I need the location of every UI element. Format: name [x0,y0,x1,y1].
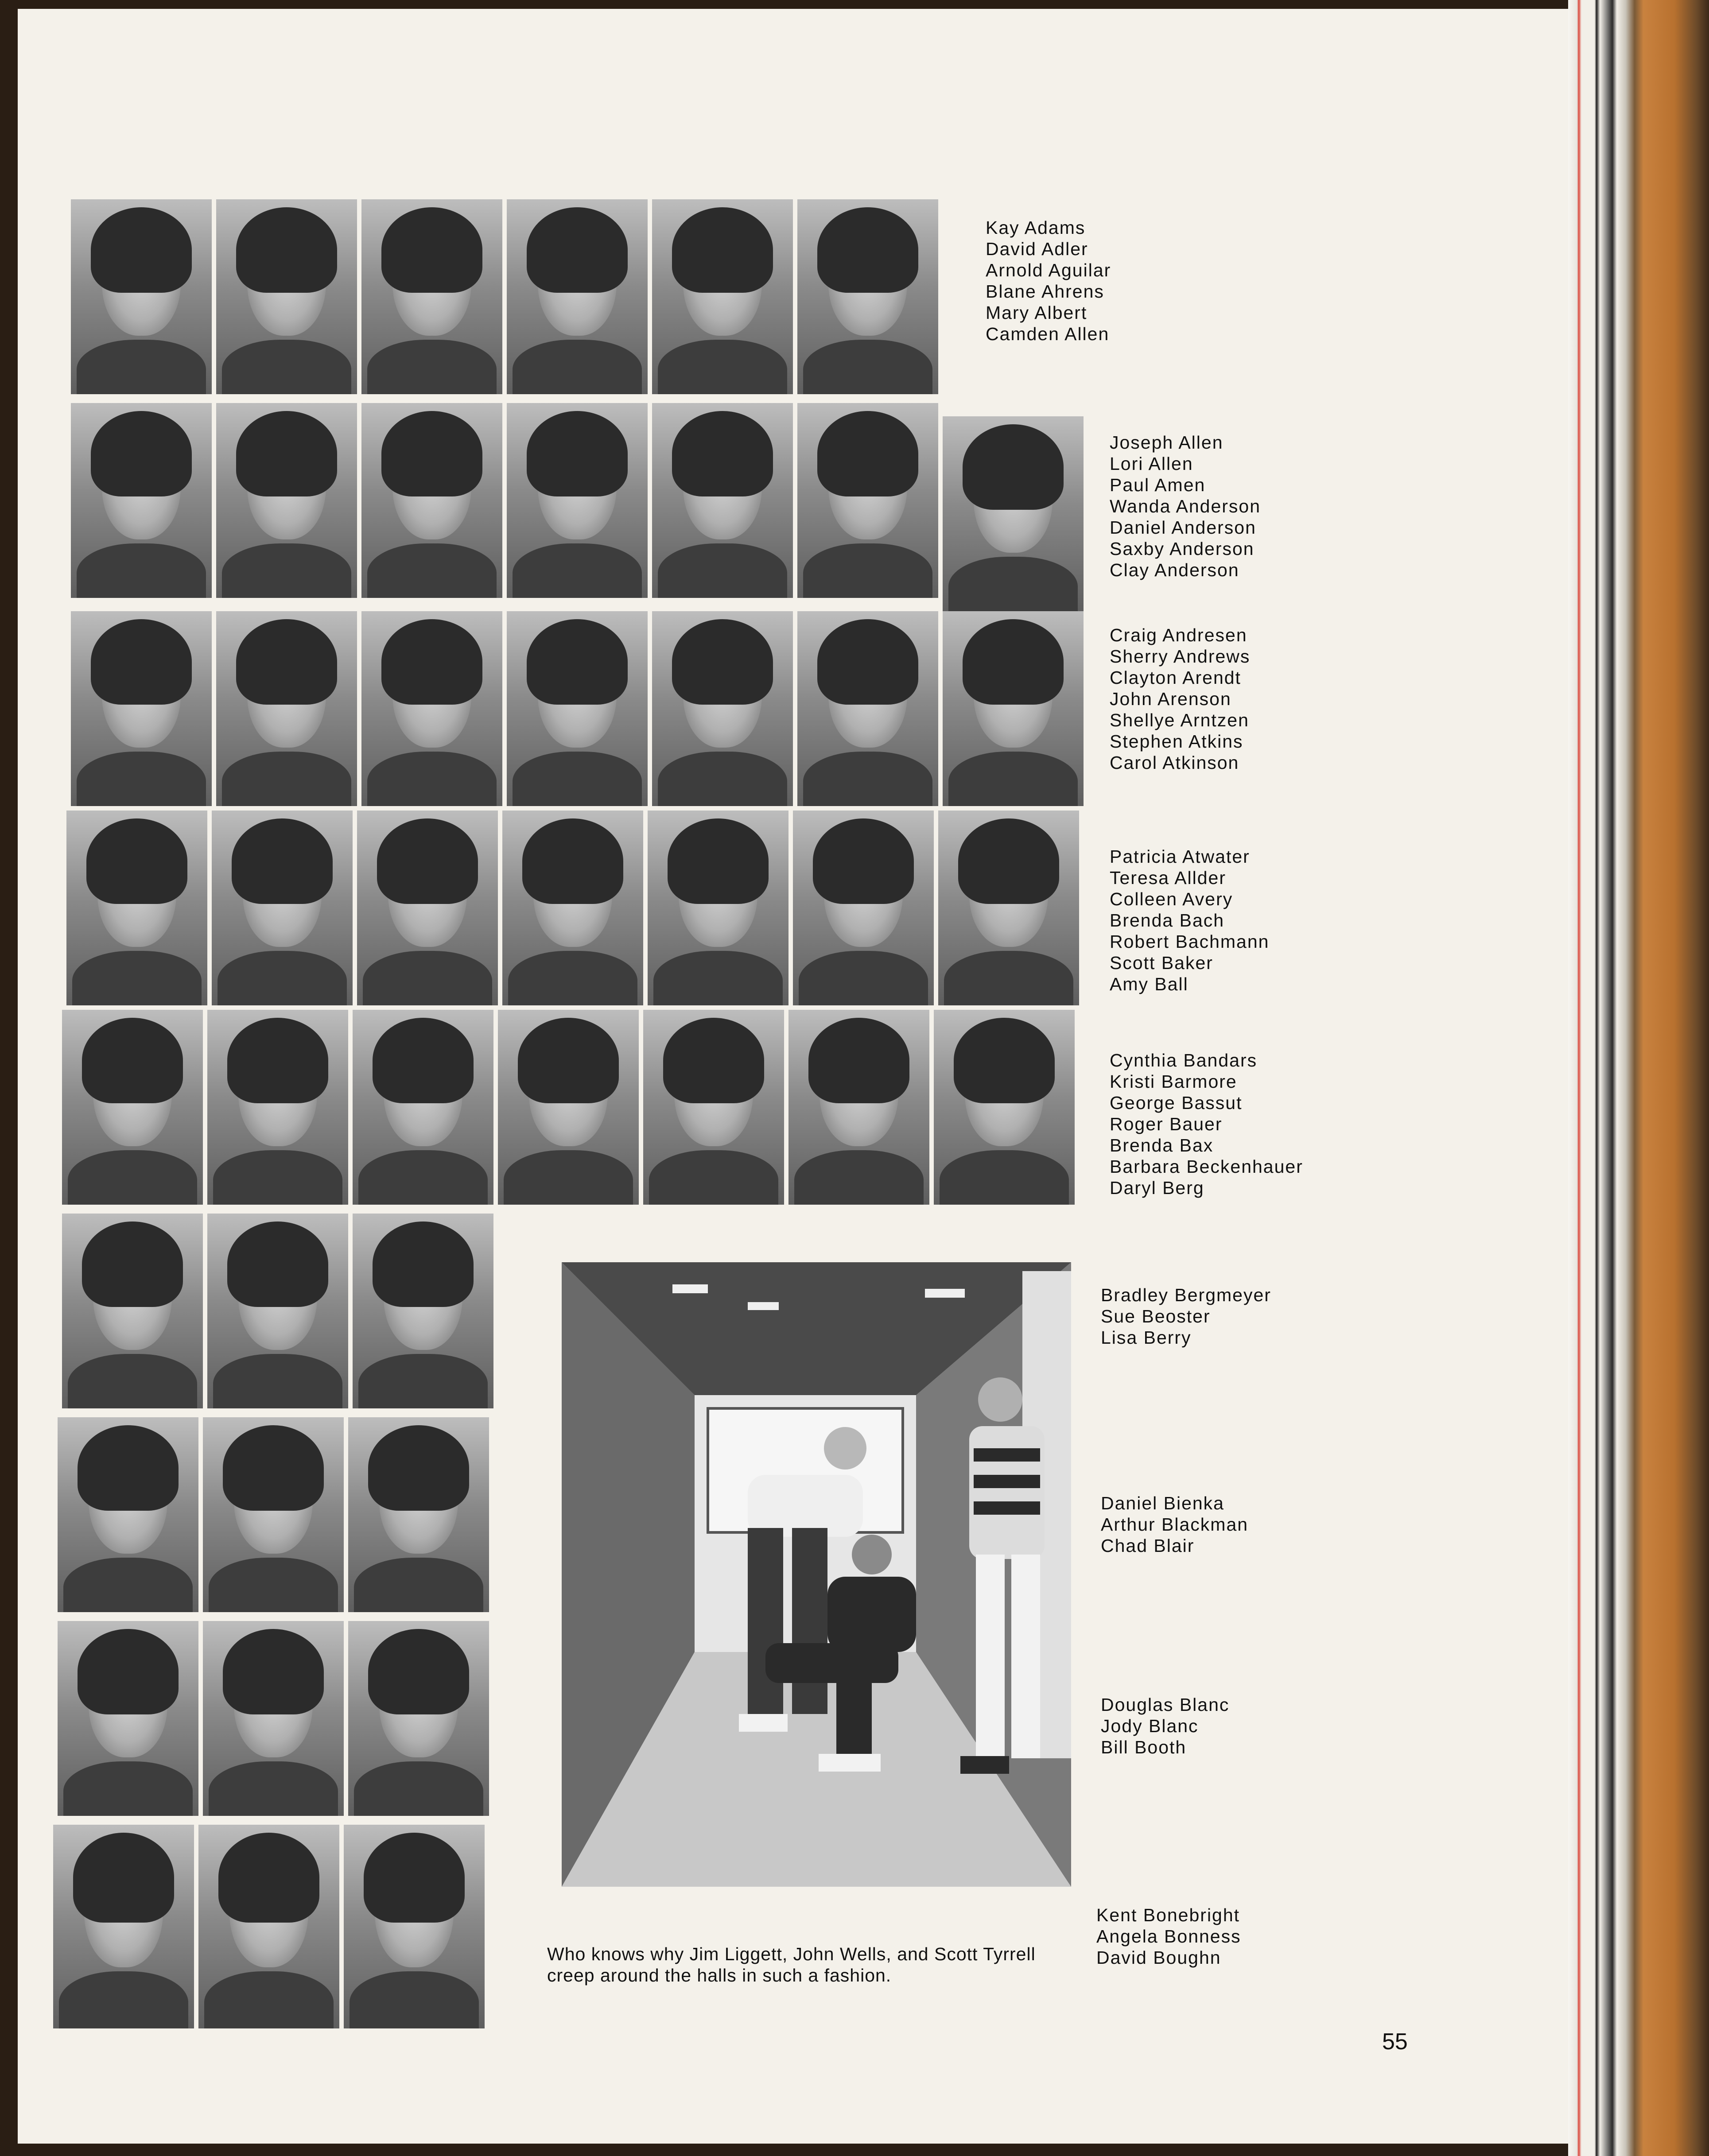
student-name: Daniel Anderson [1110,517,1256,538]
student-photo [198,1825,339,2028]
student-photo [348,1621,489,1816]
student-photo [793,810,934,1005]
name-list-row-2 [1110,432,1261,581]
student-photo [357,810,498,1005]
student-name: Robert Bachmann [1110,931,1270,952]
student-photo [648,810,788,1005]
student-name: Lori Allen [1110,454,1193,474]
student-photo [62,1214,203,1408]
student-photo [507,403,648,598]
student-name: Daniel Bienka [1101,1493,1224,1513]
student-name: Teresa Allder [1110,868,1227,888]
student-photo [643,1010,784,1205]
student-name: Scott Baker [1110,953,1213,973]
student-photo [58,1417,198,1612]
name-list-row-6 [1101,1284,1271,1348]
student-name: Saxby Anderson [1110,539,1255,559]
student-photo [361,199,502,394]
student-name: Clayton Arendt [1110,667,1241,688]
student-photo [62,1010,203,1205]
student-name: Roger Bauer [1110,1114,1223,1134]
student-name: Mary Albert [986,302,1088,323]
student-name: Craig Andresen [1110,625,1247,645]
student-name: Brenda Bach [1110,910,1225,931]
student-photo [498,1010,639,1205]
student-name: Wanda Anderson [1110,496,1261,516]
student-name: Arnold Aguilar [986,260,1111,280]
student-photo [934,1010,1075,1205]
student-photo [353,1010,493,1205]
student-name: Shellye Arntzen [1110,710,1249,730]
student-name: Chad Blair [1101,1536,1195,1556]
student-photo [71,611,212,806]
student-name: Lisa Berry [1101,1327,1192,1348]
name-list-row-8 [1101,1694,1229,1758]
student-photo [797,199,938,394]
page-number: 55 [1382,2029,1408,2055]
student-photo [361,611,502,806]
student-photo [216,611,357,806]
student-name: Kay Adams [986,217,1086,238]
student-photo [361,403,502,598]
student-photo [71,199,212,394]
student-photo [216,199,357,394]
student-photo [353,1214,493,1408]
student-name: Kent Bonebright [1096,1905,1240,1925]
student-name: Paul Amen [1110,475,1206,495]
student-name: Brenda Bax [1110,1135,1214,1156]
student-name: Jody Blanc [1101,1716,1199,1736]
student-photo [788,1010,929,1205]
student-photo [797,403,938,598]
hallway-scene-illustration [562,1262,1071,1887]
student-photo [652,199,793,394]
student-name: Sherry Andrews [1110,646,1251,667]
student-name: David Boughn [1096,1947,1221,1968]
student-photo [203,1621,344,1816]
student-photo [652,403,793,598]
hallway-candid-photo [562,1262,1071,1887]
name-list-row-1 [986,217,1111,345]
student-name: Bradley Bergmeyer [1101,1285,1271,1305]
student-name: Stephen Atkins [1110,731,1243,752]
student-name: Amy Ball [1110,974,1189,994]
student-photo [203,1417,344,1612]
student-photo [797,611,938,806]
student-photo [938,810,1079,1005]
student-name: Cynthia Bandars [1110,1050,1258,1070]
student-name: Camden Allen [986,324,1110,344]
student-photo [216,403,357,598]
student-name: Daryl Berg [1110,1178,1204,1198]
student-photo [207,1010,348,1205]
student-photo [71,403,212,598]
student-name: Bill Booth [1101,1737,1187,1757]
student-name: Blane Ahrens [986,281,1104,302]
student-name: Sue Beoster [1101,1306,1211,1326]
student-name: Patricia Atwater [1110,846,1250,867]
student-name: Douglas Blanc [1101,1695,1230,1715]
student-name: Arthur Blackman [1101,1514,1249,1535]
student-photo [652,611,793,806]
student-photo [943,611,1084,806]
student-photo [58,1621,198,1816]
student-photo [943,416,1084,611]
student-photo [207,1214,348,1408]
name-list-row-7 [1101,1493,1248,1556]
student-photo [507,199,648,394]
name-list-row-4 [1110,846,1269,995]
student-photo [212,810,353,1005]
student-name: Angela Bonness [1096,1926,1241,1947]
name-list-row-5 [1110,1050,1303,1198]
student-name: Barbara Beckenhauer [1110,1156,1303,1177]
name-list-row-3 [1110,624,1250,773]
student-photo [344,1825,485,2028]
student-name: Carol Atkinson [1110,752,1239,773]
name-list-row-9 [1096,1904,1241,1968]
student-photo [507,611,648,806]
student-photo [66,810,207,1005]
student-name: Clay Anderson [1110,560,1239,580]
student-name: George Bassut [1110,1093,1243,1113]
yearbook-page [18,9,1568,2144]
student-photo [348,1417,489,1612]
student-name: Joseph Allen [1110,432,1223,453]
student-name: David Adler [986,239,1088,259]
student-name: John Arenson [1110,689,1231,709]
book-binding-edge [1568,0,1709,2156]
photo-caption: Who knows why Jim Liggett, John Wells, and Scott Tyrrell creep around the halls in such a fashion. [547,1944,1036,1985]
student-name: Colleen Avery [1110,889,1233,909]
student-name: Kristi Barmore [1110,1071,1237,1092]
student-photo [502,810,643,1005]
student-photo [53,1825,194,2028]
